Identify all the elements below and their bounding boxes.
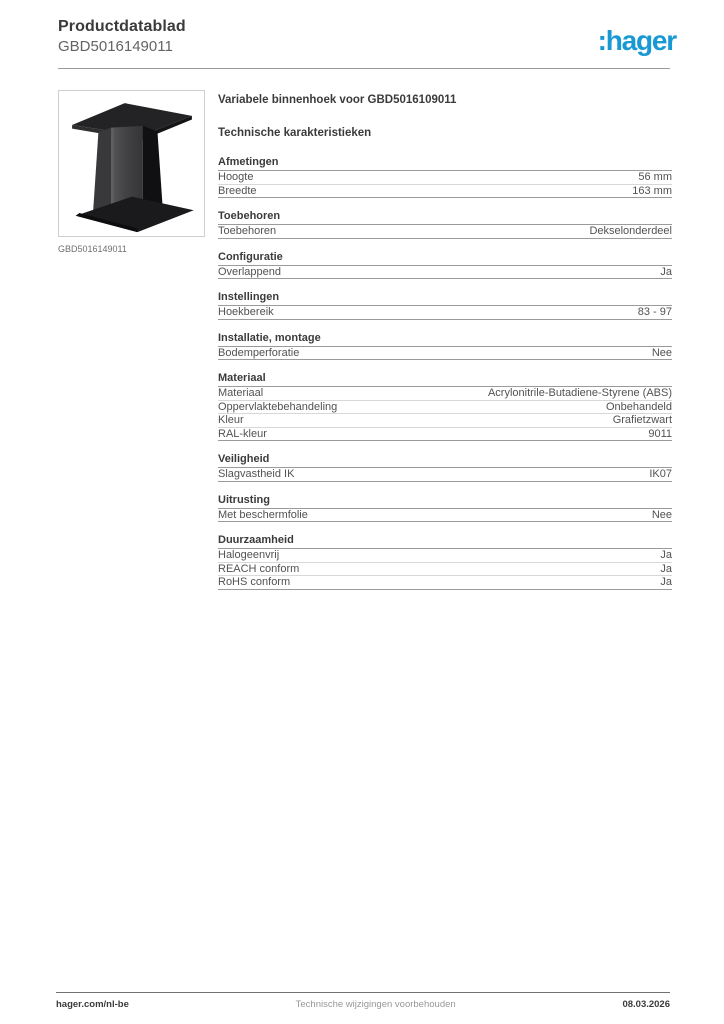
spec-value: Ja bbox=[660, 265, 672, 278]
spec-row bbox=[218, 509, 672, 523]
page-title: Productdatablad bbox=[58, 18, 186, 35]
spec-value: Ja bbox=[660, 549, 672, 561]
spec-section-configuratie bbox=[218, 251, 672, 280]
spec-value: Ja bbox=[660, 562, 672, 575]
spec-value: Nee bbox=[651, 346, 672, 359]
header-divider bbox=[58, 68, 670, 69]
spec-section-toebehoren bbox=[218, 210, 672, 239]
spec-value: Dekselonderdeel bbox=[589, 225, 672, 237]
spec-label: Toebehoren bbox=[218, 225, 277, 237]
spec-label: Halogeenvrij bbox=[218, 549, 280, 561]
spec-column bbox=[218, 90, 672, 602]
spec-label: Bodemperforatie bbox=[218, 346, 300, 359]
spec-row bbox=[218, 428, 672, 442]
spec-value: IK07 bbox=[649, 468, 672, 480]
spec-row bbox=[218, 306, 672, 320]
section-title: Veiligheid bbox=[218, 453, 672, 468]
spec-label: Materiaal bbox=[218, 387, 264, 399]
spec-section-uitrusting bbox=[218, 494, 672, 523]
spec-row bbox=[218, 414, 672, 428]
section-title: Configuratie bbox=[218, 251, 672, 266]
spec-label: Hoekbereik bbox=[218, 306, 274, 318]
product-image-caption: GBD5016149011 bbox=[58, 244, 127, 254]
spec-row bbox=[218, 171, 672, 185]
spec-value: Onbehandeld bbox=[605, 400, 672, 413]
product-image-frame bbox=[58, 90, 205, 237]
spec-row bbox=[218, 549, 672, 563]
spec-label: RoHS conform bbox=[218, 576, 291, 588]
section-title: Installatie, montage bbox=[218, 332, 672, 347]
spec-section-afmetingen bbox=[218, 156, 672, 198]
spec-label: RAL-kleur bbox=[218, 427, 267, 440]
content-area bbox=[58, 90, 672, 602]
spec-label: Kleur bbox=[218, 414, 244, 426]
spec-value: 163 mm bbox=[632, 184, 672, 197]
spec-label: Oppervlaktebehandeling bbox=[218, 400, 338, 413]
spec-section-duurzaamheid bbox=[218, 534, 672, 590]
section-title: Afmetingen bbox=[218, 156, 672, 171]
spec-value: Acrylonitrile-Butadiene-Styrene (ABS) bbox=[487, 387, 672, 399]
spec-value: 56 mm bbox=[638, 171, 672, 183]
section-title: Duurzaamheid bbox=[218, 534, 672, 549]
footer-date: 08.03.2026 bbox=[622, 999, 670, 1010]
footer-notice: Technische wijzigingen voorbehouden bbox=[295, 999, 456, 1010]
footer-website: hager.com/nl-be bbox=[56, 999, 129, 1010]
product-reference: GBD5016149011 bbox=[58, 38, 173, 55]
spec-value: Grafietzwart bbox=[612, 414, 672, 426]
page-footer bbox=[56, 999, 670, 1010]
spec-row bbox=[218, 266, 672, 280]
spec-label: Overlappend bbox=[218, 265, 281, 278]
spec-row bbox=[218, 468, 672, 482]
spec-label: REACH conform bbox=[218, 562, 300, 575]
section-title: Uitrusting bbox=[218, 494, 672, 509]
spec-row bbox=[218, 347, 672, 361]
spec-value: 9011 bbox=[648, 427, 672, 440]
product-title: Variabele binnenhoek voor GBD5016109011 bbox=[218, 94, 457, 106]
spec-section-materiaal bbox=[218, 372, 672, 441]
product-image-column bbox=[58, 90, 206, 602]
footer-divider bbox=[56, 992, 670, 993]
spec-label: Hoogte bbox=[218, 171, 254, 183]
section-title: Instellingen bbox=[218, 291, 672, 306]
spec-label: Breedte bbox=[218, 184, 257, 197]
hager-logo: :hager bbox=[597, 25, 676, 56]
spec-label: Slagvastheid IK bbox=[218, 468, 295, 480]
section-title: Toebehoren bbox=[218, 210, 672, 225]
spec-row bbox=[218, 225, 672, 239]
tech-characteristics-heading: Technische karakteristieken bbox=[218, 127, 372, 139]
section-title: Materiaal bbox=[218, 372, 672, 387]
product-image bbox=[68, 95, 196, 233]
spec-value: Ja bbox=[660, 576, 672, 588]
page-header bbox=[58, 18, 676, 56]
spec-row bbox=[218, 401, 672, 415]
spec-section-instellingen bbox=[218, 291, 672, 320]
spec-value: Nee bbox=[651, 508, 672, 521]
spec-value: 83 - 97 bbox=[637, 306, 672, 318]
spec-row bbox=[218, 185, 672, 199]
spec-row bbox=[218, 576, 672, 590]
spec-row bbox=[218, 563, 672, 577]
spec-section-veiligheid bbox=[218, 453, 672, 482]
spec-label: Met beschermfolie bbox=[218, 508, 308, 521]
spec-section-installatie-montage bbox=[218, 332, 672, 361]
spec-row bbox=[218, 387, 672, 401]
